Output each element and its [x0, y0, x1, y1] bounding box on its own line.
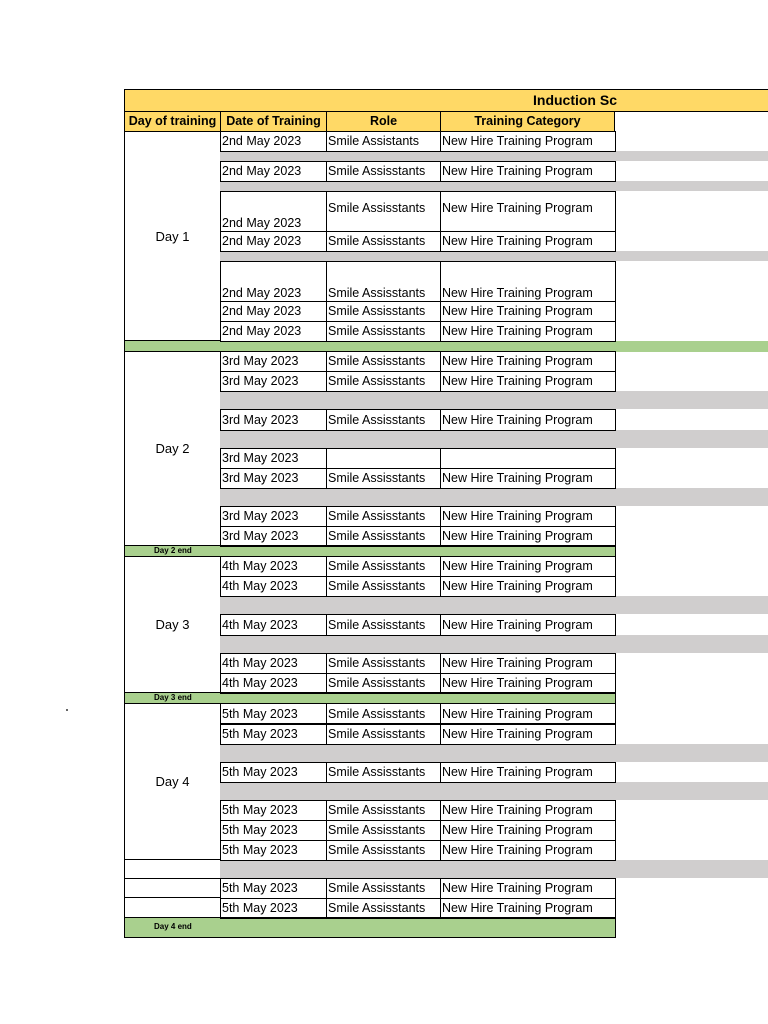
- role-cell: Smile Assisstants: [326, 820, 441, 841]
- role-cell: Smile Assisstants: [326, 898, 441, 919]
- role-cell: Smile Assisstants: [326, 878, 441, 899]
- day-label: Day 3: [155, 617, 190, 632]
- category-cell: New Hire Training Program: [440, 723, 616, 745]
- day-2-end-label: Day 2 end: [154, 546, 192, 555]
- gap-bar: [220, 391, 768, 409]
- gap-bar: [220, 251, 768, 261]
- category-cell: New Hire Training Program: [440, 898, 616, 919]
- category-cell: [440, 448, 616, 469]
- date-cell: 2nd May 2023: [220, 301, 327, 322]
- category-cell: New Hire Training Program: [440, 526, 616, 547]
- role-cell: Smile Assisstants: [326, 506, 441, 527]
- date-cell: 2nd May 2023: [220, 321, 327, 342]
- date-cell: 2nd May 2023: [220, 231, 327, 252]
- day-label: Day 1: [155, 228, 190, 244]
- role-cell: Smile Assisstants: [326, 840, 441, 861]
- role-cell: Smile Assisstants: [326, 526, 441, 547]
- date-cell: 5th May 2023: [220, 840, 327, 861]
- date-cell: 4th May 2023: [220, 653, 327, 674]
- date-cell: 3rd May 2023: [220, 526, 327, 547]
- role-cell: Smile Assisstants: [326, 703, 441, 725]
- role-cell: Smile Assisstants: [326, 301, 441, 322]
- role-cell: Smile Assisstants: [326, 468, 441, 489]
- category-cell: New Hire Training Program: [440, 321, 616, 342]
- date-cell: 4th May 2023: [220, 673, 327, 694]
- date-cell: 4th May 2023: [220, 614, 327, 636]
- category-cell: New Hire Training Program: [440, 653, 616, 674]
- gap-bar: [220, 488, 768, 506]
- role-cell: Smile Assisstants: [326, 673, 441, 694]
- gap-bar: [220, 860, 768, 878]
- role-cell: Smile Assisstants: [326, 576, 441, 597]
- date-cell: 4th May 2023: [220, 576, 327, 597]
- category-cell: New Hire Training Program: [440, 351, 616, 372]
- role-cell: Smile Assisstants: [326, 762, 441, 783]
- category-cell: New Hire Training Program: [440, 800, 616, 821]
- category-cell: New Hire Training Program: [440, 231, 616, 252]
- category-cell: New Hire Training Program: [440, 409, 616, 431]
- role-cell: Smile Assisstants: [326, 191, 441, 232]
- role-cell: Smile Assisstants: [326, 261, 441, 302]
- category-cell: New Hire Training Program: [440, 673, 616, 694]
- gap-bar: [220, 596, 768, 614]
- date-cell: 3rd May 2023: [220, 468, 327, 489]
- header-training-category: Training Category: [440, 111, 615, 132]
- date-cell: 2nd May 2023: [220, 191, 327, 232]
- date-cell: 3rd May 2023: [220, 351, 327, 372]
- date-cell: 5th May 2023: [220, 820, 327, 841]
- blank-cell: [124, 878, 221, 898]
- category-cell: New Hire Training Program: [440, 576, 616, 597]
- title-band: [124, 89, 768, 112]
- role-cell: Smile Assisstants: [326, 161, 441, 182]
- category-cell: New Hire Training Program: [440, 261, 616, 302]
- role-cell: Smile Assisstants: [326, 723, 441, 745]
- day-label: Day 4: [155, 774, 190, 789]
- header-role: Role: [326, 111, 441, 132]
- category-cell: New Hire Training Program: [440, 878, 616, 899]
- role-cell: Smile Assisstants: [326, 321, 441, 342]
- blank-cell: [124, 897, 221, 918]
- gap-bar: [220, 151, 768, 161]
- category-cell: New Hire Training Program: [440, 301, 616, 322]
- category-cell: New Hire Training Program: [440, 191, 616, 232]
- header-day-of-training: Day of training: [124, 111, 221, 132]
- day-label: Day 2: [155, 441, 190, 456]
- category-cell: New Hire Training Program: [440, 131, 616, 152]
- stray-mark: [66, 709, 68, 711]
- date-cell: 3rd May 2023: [220, 371, 327, 392]
- role-cell: Smile Assisstants: [326, 653, 441, 674]
- category-cell: New Hire Training Program: [440, 161, 616, 182]
- gap-bar: [220, 181, 768, 191]
- category-cell: New Hire Training Program: [440, 506, 616, 527]
- gap-bar: [220, 782, 768, 800]
- category-cell: New Hire Training Program: [440, 371, 616, 392]
- role-cell: [326, 448, 441, 469]
- date-cell: 4th May 2023: [220, 556, 327, 577]
- date-cell: 5th May 2023: [220, 898, 327, 919]
- gap-bar: [220, 635, 768, 653]
- date-cell: 5th May 2023: [220, 878, 327, 899]
- day-4-end-label: Day 4 end: [154, 922, 192, 931]
- date-cell: 2nd May 2023: [220, 161, 327, 182]
- gap-bar: [220, 430, 768, 448]
- day-3-end-label: Day 3 end: [154, 693, 192, 702]
- category-cell: New Hire Training Program: [440, 820, 616, 841]
- role-cell: Smile Assisstants: [326, 231, 441, 252]
- date-cell: 2nd May 2023: [220, 261, 327, 302]
- day-cell-4: [124, 703, 221, 860]
- day-4-end-bar: [124, 917, 616, 938]
- category-cell: New Hire Training Program: [440, 556, 616, 577]
- blank-cell: [124, 859, 221, 879]
- date-cell: 5th May 2023: [220, 762, 327, 783]
- gap-bar: [220, 744, 768, 762]
- date-cell: 5th May 2023: [220, 723, 327, 745]
- category-cell: New Hire Training Program: [440, 703, 616, 725]
- role-cell: Smile Assisstants: [326, 371, 441, 392]
- date-cell: 2nd May 2023: [220, 131, 327, 152]
- date-cell: 5th May 2023: [220, 800, 327, 821]
- role-cell: Smile Assisstants: [326, 351, 441, 372]
- date-cell: 5th May 2023: [220, 703, 327, 725]
- role-cell: Smile Assisstants: [326, 800, 441, 821]
- day-cell-1: [124, 131, 221, 341]
- day-cell-2: [124, 351, 221, 546]
- category-cell: New Hire Training Program: [440, 762, 616, 783]
- header-date-of-training: Date of Training: [220, 111, 327, 132]
- schedule-title: Induction Sc: [533, 92, 617, 108]
- date-cell: 3rd May 2023: [220, 448, 327, 469]
- date-cell: 3rd May 2023: [220, 409, 327, 431]
- category-cell: New Hire Training Program: [440, 468, 616, 489]
- role-cell: Smile Assistants: [326, 131, 441, 152]
- category-cell: New Hire Training Program: [440, 840, 616, 861]
- role-cell: Smile Assisstants: [326, 409, 441, 431]
- role-cell: Smile Assisstants: [326, 614, 441, 636]
- role-cell: Smile Assisstants: [326, 556, 441, 577]
- day-cell-3: [124, 556, 221, 693]
- category-cell: New Hire Training Program: [440, 614, 616, 636]
- date-cell: 3rd May 2023: [220, 506, 327, 527]
